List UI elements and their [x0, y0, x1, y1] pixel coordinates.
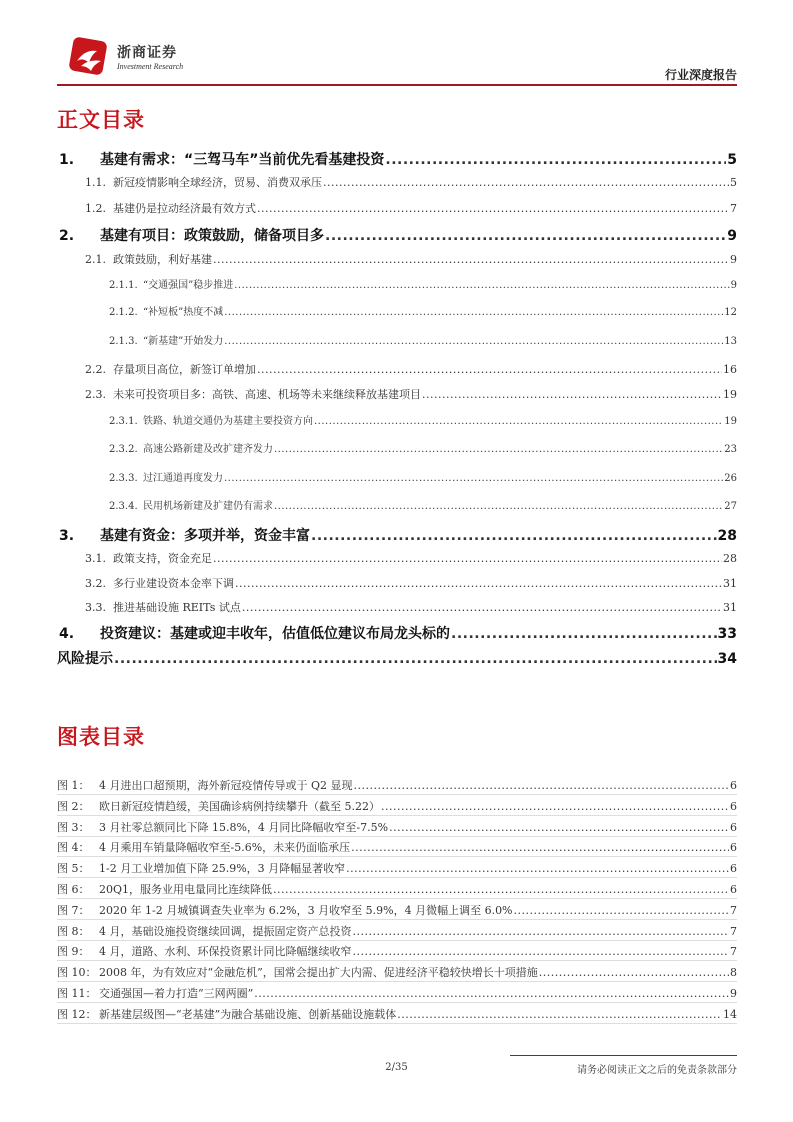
toc-leader-dots — [224, 336, 723, 347]
figure-entry-label: 2020 年 1-2 月城镇调查失业率为 6.2%，3 月收窄至 5.9%，4 月微幅上调至 6.0% — [99, 904, 513, 917]
figure-entry-number: 图 2： — [57, 800, 90, 813]
toc-leader-dots — [311, 528, 717, 544]
page-number: 2/35 — [385, 1062, 408, 1073]
toc-entry[interactable] — [57, 575, 737, 591]
toc-entry-page: 28 — [723, 552, 737, 565]
figure-leader-dots — [539, 966, 729, 979]
toc-entry[interactable] — [57, 174, 737, 190]
toc-leader-dots — [385, 152, 726, 168]
figure-leader-dots — [381, 800, 729, 813]
figure-row-divider — [57, 794, 737, 795]
toc-entry-page: 9 — [730, 280, 737, 291]
toc-entry-label: “交通强国”稳步推进 — [143, 280, 234, 291]
toc-entry[interactable] — [57, 200, 737, 216]
toc-leader-dots — [235, 577, 722, 590]
toc-entry-label: 民用机场新建及扩建仍有需求 — [143, 501, 273, 512]
figure-entry-page: 6 — [730, 841, 737, 854]
toc-entry-number: 2.3.3. — [109, 473, 138, 484]
toc-entry-number: 2. — [59, 228, 75, 244]
figure-leader-dots — [273, 883, 729, 896]
figure-entry-label: 1-2 月工业增加值下降 25.9%，3 月降幅显著收窄 — [99, 862, 346, 875]
toc-entry-page: 34 — [717, 651, 737, 667]
toc-entry-label: 高速公路新建及改扩建齐发力 — [143, 444, 273, 455]
toc-entry-number: 2.1.1. — [109, 280, 138, 291]
toc-entry-label: 多行业建设资本金率下调 — [113, 577, 234, 590]
figure-entry-number: 图 7： — [57, 904, 90, 917]
figure-entry-label: 4 月进出口超预期，海外新冠疫情传导或于 Q2 显现 — [99, 779, 353, 792]
toc-entry-page: 9 — [727, 228, 737, 244]
toc-entry-label: 风险提示 — [57, 651, 113, 667]
toc-entry[interactable] — [57, 361, 737, 377]
figure-list-title: 图表目录 — [57, 725, 145, 749]
toc-title: 正文目录 — [57, 108, 145, 132]
toc-entry[interactable] — [57, 623, 737, 643]
figure-leader-dots — [354, 779, 729, 792]
toc-leader-dots — [234, 280, 729, 291]
toc-entry[interactable] — [57, 386, 737, 402]
toc-entry-number: 1. — [59, 152, 75, 168]
figure-entry-page: 8 — [730, 966, 737, 979]
figure-entry-number: 图 6： — [57, 883, 90, 896]
figure-leader-dots — [346, 862, 729, 875]
toc-entry-number: 2.3.1. — [109, 416, 138, 427]
figure-entry-number: 图 1： — [57, 779, 90, 792]
toc-entry[interactable] — [57, 149, 737, 169]
toc-entry-number: 1.1. — [85, 176, 106, 189]
figure-entry-label: 4 月，基础设施投资继续回调，提振固定资产总投资 — [99, 925, 352, 938]
figure-leader-dots — [254, 987, 729, 1000]
figure-entry-page: 6 — [730, 883, 737, 896]
figure-leader-dots — [397, 1008, 722, 1021]
figure-entry-page: 9 — [730, 987, 737, 1000]
header-divider — [57, 84, 737, 86]
toc-entry-page: 16 — [723, 363, 737, 376]
figure-entry-number: 图 11： — [57, 987, 97, 1000]
zheshang-logo-icon — [67, 35, 113, 77]
toc-entry[interactable] — [57, 303, 737, 318]
toc-entry[interactable] — [57, 497, 737, 512]
toc-entry-number: 3.2. — [85, 577, 106, 590]
toc-leader-dots — [323, 176, 729, 189]
toc-leader-dots — [114, 651, 717, 667]
figure-entry-number: 图 9： — [57, 945, 90, 958]
figure-row-divider — [57, 877, 737, 878]
figure-entry-label: 2008 年，为有效应对“金融危机”，国常会提出扩大内需、促进经济平稳较快增长十项措施 — [99, 966, 538, 979]
toc-entry-label: 未来可投资项目多：高铁、高速、机场等未来继续释放基建项目 — [113, 388, 421, 401]
figure-row-divider — [57, 981, 737, 982]
toc-entry[interactable] — [57, 599, 737, 615]
toc-entry-number: 3.1. — [85, 552, 106, 565]
figure-entry-number: 图 10： — [57, 966, 97, 979]
toc-entry-number: 2.1.3. — [109, 336, 138, 347]
toc-leader-dots — [213, 253, 729, 266]
toc-entry[interactable] — [57, 440, 737, 455]
brand-name: 浙商证券 — [117, 45, 177, 61]
toc-entry-label: 基建仍是拉动经济最有效方式 — [113, 202, 256, 215]
toc-leader-dots — [224, 307, 723, 318]
figure-leader-dots — [514, 904, 729, 917]
toc-entry-number: 3.3. — [85, 601, 106, 614]
toc-leader-dots — [451, 626, 717, 642]
toc-entry-label: 铁路、轨道交通仍为基建主要投资方向 — [143, 416, 313, 427]
figure-entry-number: 图 12： — [57, 1008, 97, 1021]
toc-entry-number: 4. — [59, 626, 75, 642]
toc-entry[interactable] — [57, 225, 737, 245]
figure-entry-number: 图 5： — [57, 862, 90, 875]
figure-row-divider — [57, 898, 737, 899]
figure-row-divider — [57, 1023, 737, 1024]
toc-entry[interactable] — [57, 332, 737, 347]
figure-row-divider — [57, 919, 737, 920]
toc-entry-page: 19 — [724, 416, 737, 427]
toc-entry[interactable] — [57, 469, 737, 484]
toc-entry-label: 基建有需求：“三驾马车”当前优先看基建投资 — [100, 152, 385, 168]
toc-entry-label: 存量项目高位，新签订单增加 — [113, 363, 256, 376]
figure-entry-label: 20Q1，服务业用电量同比连续降低 — [99, 883, 273, 896]
toc-entry-page: 33 — [717, 626, 737, 642]
toc-entry[interactable] — [57, 276, 737, 291]
figure-entry-label: 4 月乘用车销量降幅收窄至-5.6%，未来仍面临承压 — [99, 841, 351, 854]
toc-entry-page: 23 — [724, 444, 737, 455]
toc-entry-page: 31 — [723, 577, 737, 590]
figure-leader-dots — [351, 841, 729, 854]
toc-leader-dots — [274, 444, 723, 455]
figure-row-divider — [57, 940, 737, 941]
toc-leader-dots — [242, 601, 722, 614]
toc-entry[interactable] — [57, 412, 737, 427]
toc-entry-page: 5 — [727, 152, 737, 168]
toc-entry-label: 新冠疫情影响全球经济，贸易、消费双承压 — [113, 176, 322, 189]
figure-entry-label: 4 月，道路、水利、环保投资累计同比降幅继续收窄 — [99, 945, 352, 958]
figure-row-divider — [57, 960, 737, 961]
toc-entry-page: 7 — [730, 202, 737, 215]
toc-leader-dots — [257, 202, 729, 215]
figure-entry-page: 6 — [730, 821, 737, 834]
figure-leader-dots — [353, 945, 730, 958]
toc-entry-label: “新基建”开始发力 — [143, 336, 224, 347]
toc-entry-label: 推进基础设施 REITs 试点 — [113, 601, 241, 614]
toc-leader-dots — [314, 416, 723, 427]
toc-entry-page: 9 — [730, 253, 737, 266]
toc-entry-number: 2.3. — [85, 388, 106, 401]
figure-entry-number: 图 4： — [57, 841, 90, 854]
toc-entry-number: 2.3.4. — [109, 501, 138, 512]
toc-leader-dots — [213, 552, 722, 565]
figure-entry-label: 新基建层级图—“老基建”为融合基础设施、创新基础设施载体 — [99, 1008, 397, 1021]
report-type-label: 行业深度报告 — [664, 68, 737, 82]
toc-leader-dots — [257, 363, 722, 376]
toc-entry-page: 26 — [724, 473, 737, 484]
toc-leader-dots — [422, 388, 722, 401]
toc-entry-number: 1.2. — [85, 202, 106, 215]
toc-entry-number: 2.2. — [85, 363, 106, 376]
toc-entry[interactable] — [57, 648, 737, 668]
toc-entry-page: 12 — [724, 307, 737, 318]
toc-entry-label: 投资建议：基建或迎丰收年，估值低位建议布局龙头标的 — [100, 626, 450, 642]
figure-row-divider — [57, 836, 737, 837]
toc-entry-page: 27 — [724, 501, 737, 512]
brand-subtitle: Investment Research — [117, 62, 184, 71]
figure-entry-page: 6 — [730, 779, 737, 792]
toc-entry-label: “补短板”热度不减 — [143, 307, 224, 318]
toc-entry-label: 政策支持，资金充足 — [113, 552, 212, 565]
toc-entry[interactable] — [57, 251, 737, 267]
toc-entry[interactable] — [57, 525, 737, 545]
figure-row-divider — [57, 815, 737, 816]
figure-entry-number: 图 8： — [57, 925, 90, 938]
toc-leader-dots — [224, 473, 723, 484]
figure-entry-page: 14 — [723, 1008, 737, 1021]
figure-entry-page: 7 — [730, 945, 737, 958]
page-header — [57, 30, 737, 85]
toc-entry-page: 28 — [717, 528, 737, 544]
figure-leader-dots — [389, 821, 729, 834]
figure-entry-page: 7 — [730, 925, 737, 938]
toc-leader-dots — [325, 228, 726, 244]
toc-entry-page: 5 — [730, 176, 737, 189]
toc-leader-dots — [274, 501, 723, 512]
figure-row-divider — [57, 856, 737, 857]
toc-entry-number: 2.3.2. — [109, 444, 138, 455]
toc-entry-label: 过江通道再度发力 — [143, 473, 223, 484]
figure-entry-number: 图 3： — [57, 821, 90, 834]
toc-entry[interactable] — [57, 550, 737, 566]
toc-entry-label: 基建有资金：多项并举，资金丰富 — [100, 528, 310, 544]
figure-entry-page: 6 — [730, 800, 737, 813]
figure-entry-page: 7 — [730, 904, 737, 917]
figure-entry-page: 6 — [730, 862, 737, 875]
figure-entry-label: 交通强国—着力打造“三网两圈” — [99, 987, 254, 1000]
footer-divider — [510, 1055, 737, 1056]
figure-entry-label: 3 月社零总额同比下降 15.8%，4 月同比降幅收窄至-7.5% — [99, 821, 389, 834]
toc-entry-label: 政策鼓励，利好基建 — [113, 253, 212, 266]
toc-entry-page: 19 — [723, 388, 737, 401]
figure-row-divider — [57, 1002, 737, 1003]
figure-leader-dots — [353, 925, 730, 938]
toc-entry-number: 2.1.2. — [109, 307, 138, 318]
toc-entry-number: 3. — [59, 528, 75, 544]
toc-entry-number: 2.1. — [85, 253, 106, 266]
disclaimer: 请务必阅读正文之后的免责条款部分 — [577, 1065, 737, 1076]
figure-entry-label: 欧日新冠疫情趋缓，美国确诊病例持续攀升（截至 5.22） — [99, 800, 380, 813]
toc-entry-page: 31 — [723, 601, 737, 614]
toc-entry-label: 基建有项目：政策鼓励，储备项目多 — [100, 228, 324, 244]
toc-entry-page: 13 — [724, 336, 737, 347]
